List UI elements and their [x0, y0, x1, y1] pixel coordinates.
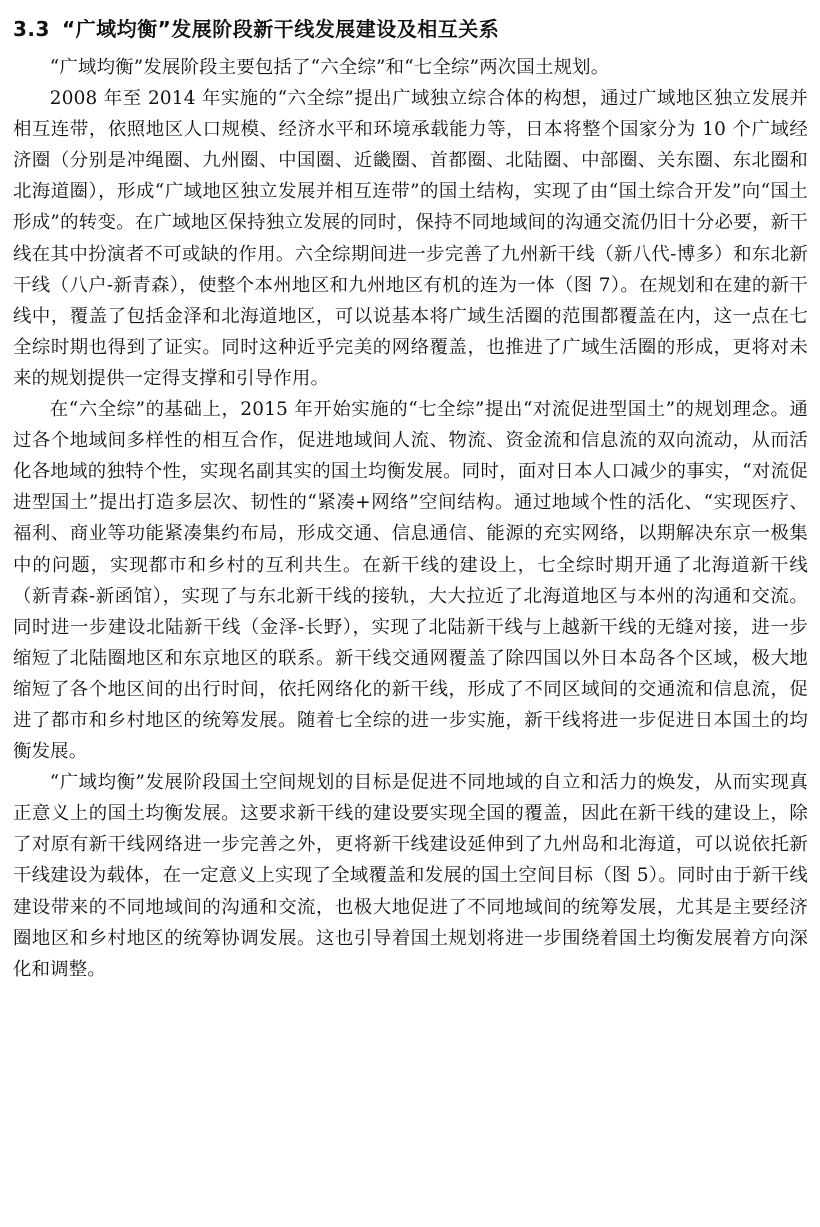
- paragraph-seventh-plan: 在“六全综”的基础上，2015 年开始实施的“七全综”提出“对流促进型国土”的规划理念。通过各个地域间多样性的相互合作，促进地域间人流、物流、资金流和信息流的双向流动，从而活化各地域的独特个性，实现名副其实的国土均衡发展。同时，面对日本人口减少的事实，“对流促进型国土”提出打造多层次、韧性的“紧凑+网络”空间结构。通过地域个性的活化、“实现医疗、福利、商业等功能紧凑集约布局，形成交通、信息通信、能源的充实网络，以期解决东京一极集中的问题，实现都市和乡村的互利共生。在新干线的建设上，七全综时期开通了北海道新干线（新青森-新函馆），实现了与东北新干线的接轨，大大拉近了北海道地区与本州的沟通和交流。同时进一步建设北陆新干线（金泽-长野），实现了北陆新干线与上越新干线的无缝对接，进一步缩短了北陆圈地区和东京地区的联系。新干线交通网覆盖了除四国以外日本岛各个区域，极大地缩短了各个地区间的出行时间，依托网络化的新干线，形成了不同区域间的交通流和信息流，促进了都市和乡村地区的统筹发展。随着七全综的进一步实施，新干线将进一步促进日本国土的均衡发展。: [13, 399, 808, 763]
- paragraph-goal: “广域均衡”发展阶段国土空间规划的目标是促进不同地域的自立和活力的焕发，从而实现真正意义上的国土均衡发展。这要求新干线的建设要实现全国的覆盖，因此在新干线的建设上，除了对原有新干线网络进一步完善之外，更将新干线建设延伸到了九州岛和北海道，可以说依托新干线建设为载体，在一定意义上实现了全域覆盖和发展的国土空间目标（图 5）。同时由于新干线建设带来的不同地域间的沟通和交流，也极大地促进了不同地域间的统筹发展，尤其是主要经济圈地区和乡村地区的统筹协调发展。这也引导着国土规划将进一步围绕着国土均衡发展着方向深化和调整。: [13, 772, 808, 980]
- paragraph-sixth-plan: 2008 年至 2014 年实施的“六全综”提出广域独立综合体的构想，通过广域地区独立发展并相互连带，依照地区人口规模、经济水平和环境承载能力等，日本将整个国家分为 10 个广域经济圈（分别是冲绳圈、九州圈、中国圈、近畿圈、首都圈、北陆圈、中部圈、关东圈、东北圈和北海道圈），形成“广域地区独立发展并相互连带”的国土结构，实现了由“国土综合开发”向“国土形成”的转变。在广域地区保持独立发展的同时，保持不同地域间的沟通交流仍旧十分必要，新干线在其中扮演者不可或缺的作用。六全综期间进一步完善了九州新干线（新八代-博多）和东北新干线（八户-新青森），使整个本州地区和九州地区有机的连为一体（图 7）。在规划和在建的新干线中，覆盖了包括金泽和北海道地区，可以说基本将广域生活圈的范围都覆盖在内，这一点在七全综时期也得到了证实。同时这种近乎完美的网络覆盖，也推进了广域生活圈的形成，更将对未来的规划提供一定得支撑和引导作用。: [13, 88, 808, 389]
- paragraph-intro: “广域均衡”发展阶段主要包括了“六全综”和“七全综”两次国土规划。: [49, 57, 610, 78]
- section-heading: [13, 14, 808, 46]
- section-number: 3.3: [13, 17, 50, 41]
- section-title: “广域均衡”发展阶段新干线发展建设及相互关系: [61, 17, 500, 41]
